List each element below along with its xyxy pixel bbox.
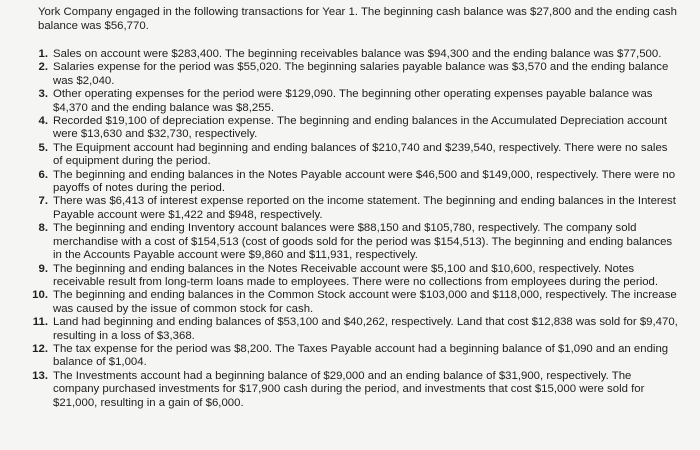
item-number: 4. [38,115,48,128]
item-text: The beginning and ending Inventory account balances were $88,150 and $105,780, respectively. The company sold merchandise with a cost of $154,513 (cost of goods sold for the period was $154,513). The beginning and ending balances in the Accounts Payable account were $9,860 and $11,931, respectively. [53,222,673,262]
item-number: 10. [32,289,48,302]
item-number: 7. [38,195,48,208]
list-item [26,88,678,115]
item-number: 5. [38,141,48,154]
item-text: Recorded $19,100 of depreciation expense. The beginning and ending balances in the Accumulated Depreciation account were $13,630 and $32,730, respectively. [53,115,668,141]
item-number: 1. [38,48,48,60]
intro-paragraph: York Company engaged in the following transactions for Year 1. The beginning cash balance was $27,800 and the ending cash balance was $56,770. [38,6,677,32]
item-text: The Equipment account had beginning and ending balances of $210,740 and $239,540, respectively. There were no sales of equipment during the period. [53,141,668,168]
item-number: 6. [38,168,48,181]
item-text: The beginning and ending balances in the Notes Receivable account were $5,100 and $10,600, respectively. Notes receivable result from long-term loans made to employees. There were no collections from employees during the period. [53,262,659,288]
item-text: The Investments account had a beginning balance of $29,000 and an ending balance of $31,900, respectively. The company purchased investments for $17,900 cash during the period, and investments that cost $15,000 were sold for $21,000, resulting in a gain of $6,000. [53,369,645,409]
list-item [26,142,678,169]
item-number: 12. [32,342,48,355]
item-number: 2. [38,61,48,74]
list-item [26,343,678,370]
item-text: The beginning and ending balances in the Notes Payable account were $46,500 and $149,000, respectively. There were no payoffs of notes during the period. [53,168,676,195]
list-item [26,263,678,290]
list-item [26,289,678,316]
item-text: Other operating expenses for the period were $129,090. The beginning other operating expenses payable balance was $4,370 and the ending balance was $8,255. [53,88,653,114]
list-item [26,316,678,343]
transactions-list [26,48,678,410]
list-item [26,370,678,410]
item-text: The beginning and ending balances in the Common Stock account were $103,000 and $118,000, respectively. The increase was caused by the issue of common stock for cash. [53,289,677,315]
item-number: 9. [38,262,48,275]
list-item [26,222,678,262]
list-item [26,61,678,88]
item-text: Salaries expense for the period was $55,020. The beginning salaries payable balance was $3,570 and the ending balance was $2,040. [53,61,669,87]
list-item [26,195,678,222]
item-number: 3. [38,88,48,101]
item-number: 11. [32,316,48,329]
item-number: 13. [32,369,48,382]
item-text: There was $6,413 of interest expense reported on the income statement. The beginning and ending balances in the Interest Payable account were $1,422 and $948, respectively. [53,195,676,221]
item-text: Land had beginning and ending balances of $53,100 and $40,262, respectively. Land that cost $12,838 was sold for $9,470, resulting in a loss of $3,368. [53,316,678,342]
item-text: The tax expense for the period was $8,200. The Taxes Payable account had a beginning balance of $1,090 and an ending balance of $1,004. [53,342,669,369]
list-item [26,169,678,196]
list-item [26,48,678,61]
item-text: Sales on account were $283,400. The beginning receivables balance was $94,300 and the ending balance was $77,500. [53,48,662,60]
item-number: 8. [38,222,48,235]
list-item [26,115,678,142]
